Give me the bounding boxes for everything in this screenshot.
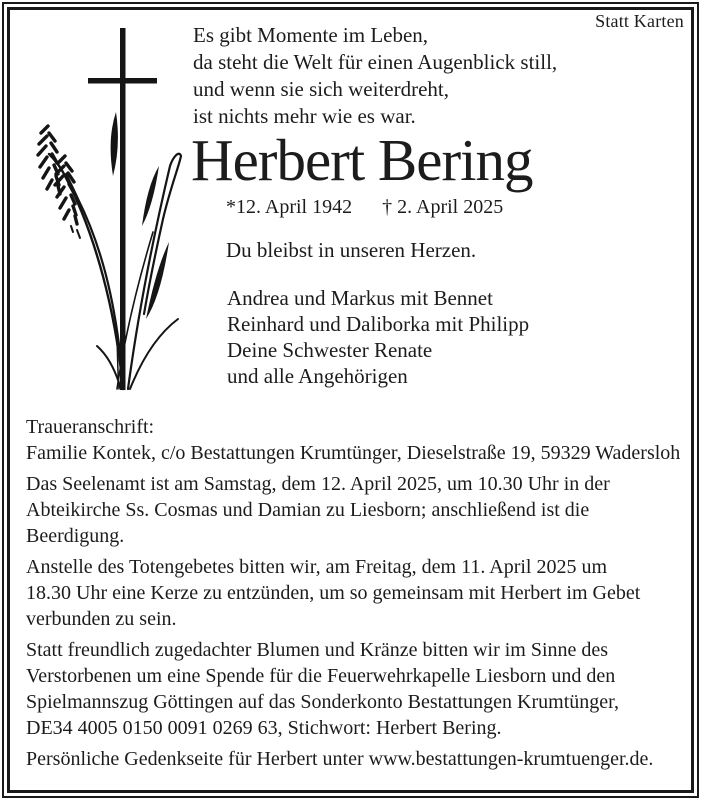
candle-line: Anstelle des Totengebetes bitten wir, am Freitag, dem 11. April 2025 um	[26, 556, 608, 578]
cross-horizontal-bar	[88, 78, 157, 84]
mourners-list	[227, 285, 529, 389]
mourning-address	[26, 414, 681, 466]
deceased-name: Herbert Bering	[191, 127, 533, 193]
farewell-line: Du bleibst in unseren Herzen.	[226, 238, 477, 262]
poem-line: Es gibt Momente im Leben,	[193, 23, 429, 47]
memorial-page-line: Persönliche Gedenkseite für Herbert unter www.bestattungen-krumtuenger.de.	[26, 748, 654, 770]
wheat-leaves	[111, 112, 169, 319]
life-dates	[226, 196, 503, 219]
mourning-address-line: Familie Kontek, c/o Bestattungen Krumtünger, Dieselstraße 19, 59329 Wadersloh	[26, 442, 681, 464]
donation-line: Statt freundlich zugedachter Blumen und Kränze bitten wir im Sinne des	[26, 639, 609, 661]
funeral-service-paragraph	[26, 471, 681, 549]
candle-line: verbunden zu sein.	[26, 608, 177, 630]
service-line: Das Seelenamt ist am Samstag, dem 12. April 2025, um 10.30 Uhr in der	[26, 473, 610, 495]
statt-karten-note: Statt Karten	[595, 11, 684, 31]
donation-line: Verstorbenen um eine Spende für die Feuerwehrkapelle Liesborn und den	[26, 665, 616, 687]
poem-line: da steht die Welt für einen Augenblick still,	[193, 50, 558, 74]
opening-poem	[193, 22, 557, 130]
service-line: Abteikirche Ss. Cosmas und Damian zu Liesborn; anschließend ist die	[26, 499, 590, 521]
donation-paragraph	[26, 637, 681, 741]
service-line: Beerdigung.	[26, 525, 125, 547]
mourner-line: Andrea und Markus mit Bennet	[227, 286, 493, 310]
poem-line: und wenn sie sich weiterdreht,	[193, 77, 450, 101]
mourner-line: Reinhard und Daliborka mit Philipp	[227, 312, 530, 336]
death-date: † 2. April 2025	[382, 196, 504, 218]
memorial-page-paragraph	[26, 746, 681, 772]
donation-line: Spielmannszug Göttingen auf das Sonderkonto Bestattungen Krumtünger,	[26, 691, 619, 713]
birth-date: *12. April 1942	[226, 196, 353, 218]
donation-line: DE34 4005 0150 0091 0269 63, Stichwort: Herbert Bering.	[26, 717, 502, 739]
mourner-line: und alle Angehörigen	[227, 364, 408, 388]
cross-wheat-icon	[20, 14, 190, 394]
candle-paragraph	[26, 554, 681, 632]
notice-body	[26, 414, 681, 772]
mourner-line: Deine Schwester Renate	[227, 338, 433, 362]
mourning-address-heading: Traueranschrift:	[26, 416, 155, 438]
candle-line: 18.30 Uhr eine Kerze zu entzünden, um so gemeinsam mit Herbert im Gebet	[26, 582, 641, 604]
poem-line: ist nichts mehr wie es war.	[193, 104, 416, 128]
